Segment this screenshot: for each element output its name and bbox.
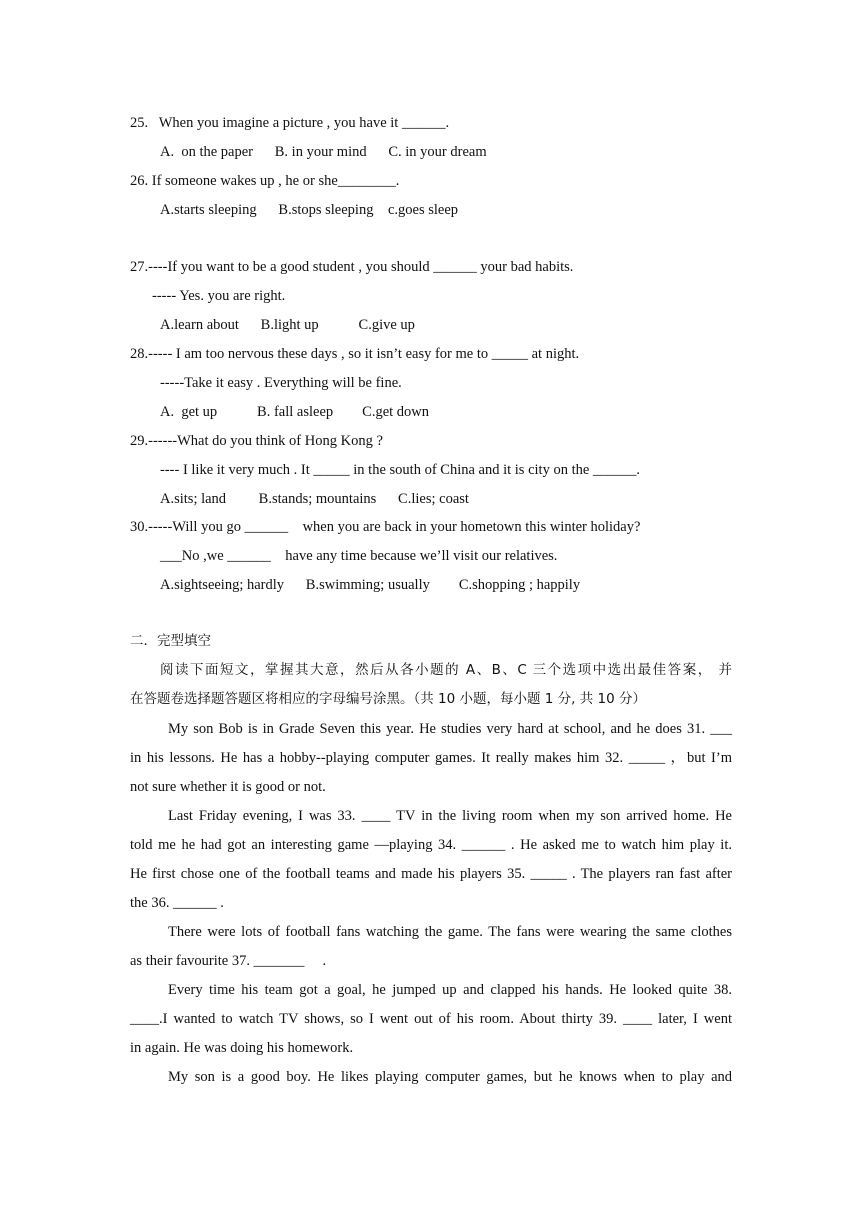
instruction-line: 阅读下面短文，掌握其大意，然后从各小题的 A、B、C 三个选项中选出最佳答案， 并 [160,662,732,678]
passage-line: ____.I wanted to watch TV shows, so I went out of his room. About thirty 39. ____ later, I went [130,1011,732,1027]
question-30-dialog: ___No ,we ______ have any time because we’ll visit our relatives. [160,548,558,564]
passage-line: Last Friday evening, I was 33. ____ TV in the living room when my son arrived home. He [168,808,732,824]
passage-line: in his lessons. He has a hobby--playing computer games. It really makes him 32. _____ ，but I’m [130,750,732,766]
passage-line: He first chose one of the football teams and made his players 35. _____ . The players ran fast after [130,866,732,882]
instruction-line: 在答题卷选择题答题区将相应的字母编号涂黑。（共 10 小题，每小题 1 分, 共 10 分） [130,691,647,707]
passage-line: not sure whether it is good or not. [130,779,326,795]
passage-line: the 36. ______ . [130,895,224,911]
passage-line: in again. He was doing his homework. [130,1040,354,1056]
question-27-dialog: ----- Yes. you are right. [152,288,286,304]
passage-line: told me he had got an interesting game —playing 34. ______ . He asked me to watch him play it. [130,837,732,853]
question-30-stem: 30.-----Will you go ______ when you are back in your hometown this winter holiday? [130,519,641,535]
section-heading: 二．完型填空 [130,633,211,649]
passage-line: My son is a good boy. He likes playing computer games, but he knows when to play and [168,1069,732,1085]
question-29-options: A.sits; land B.stands; mountains C.lies; coast [160,491,469,507]
question-27-stem: 27.----If you want to be a good student , you should ______ your bad habits. [130,259,574,275]
question-26-options: A.starts sleeping B.stops sleeping c.goes sleep [160,202,459,218]
question-25-stem: 25. When you imagine a picture , you have it ______. [130,115,450,131]
question-28-dialog: -----Take it easy . Everything will be fine. [160,375,402,391]
question-28-options: A. get up B. fall asleep C.get down [160,404,430,420]
question-27-options: A.learn about B.light up C.give up [160,317,415,333]
passage-line: as their favourite 37. _______ . [130,953,327,969]
question-25-options: A. on the paper B. in your mind C. in your dream [160,144,487,160]
question-29-stem: 29.------What do you think of Hong Kong ? [130,433,383,449]
question-29-dialog: ---- I like it very much . It _____ in the south of China and it is city on the ______. [160,462,641,478]
passage-line: My son Bob is in Grade Seven this year. He studies very hard at school, and he does 31. ___ [168,721,732,737]
question-26-stem: 26. If someone wakes up , he or she________. [130,173,400,189]
question-30-options: A.sightseeing; hardly B.swimming; usually C.shopping ; happily [160,577,581,593]
passage-line: Every time his team got a goal, he jumped up and clapped his hands. He looked quite 38. [168,982,732,998]
passage-line: There were lots of football fans watching the game. The fans were wearing the same clothes [168,924,732,940]
question-28-stem: 28.----- I am too nervous these days , so it isn’t easy for me to _____ at night. [130,346,580,362]
